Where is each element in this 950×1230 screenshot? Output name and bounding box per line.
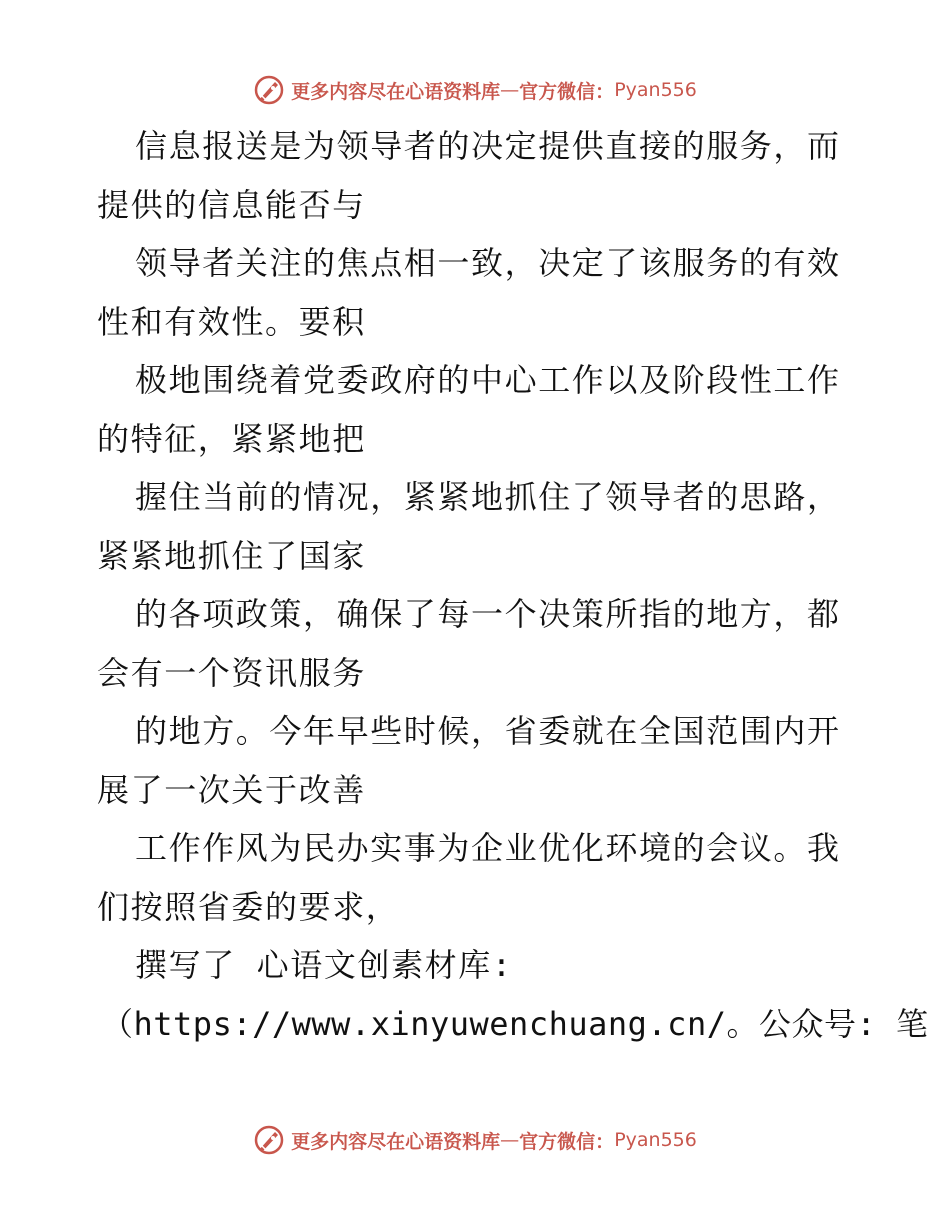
text-line: 握住当前的情况，紧紧地抓住了领导者的思路，: [135, 478, 841, 516]
text-line-url: （https://www.xinyuwenchuang.cn/。公众号: 笔: [101, 1004, 929, 1043]
text-line: 的特征，紧紧地把: [97, 419, 366, 458]
header-banner: [0, 70, 950, 110]
text-line: 工作作风为民办实事为企业优化环境的会议。我: [135, 829, 841, 867]
text-line: 性和有效性。要积: [97, 302, 366, 341]
text-line: 领导者关注的焦点相一致，决定了该服务的有效: [135, 244, 841, 282]
banner-wechat-id: Pyan556: [614, 1129, 697, 1151]
banner-wechat-label: 官方微信：: [519, 80, 615, 103]
banner-separator: —: [500, 1129, 520, 1151]
banner-title: 更多内容尽在心语资料库: [291, 80, 501, 103]
banner-separator: —: [500, 79, 520, 101]
text-line: 们按照省委的要求，: [97, 887, 400, 926]
text-line: 提供的信息能否与: [97, 185, 366, 224]
text-line: 紧紧地抓住了国家: [97, 536, 366, 575]
banner-wechat-id: Pyan556: [614, 79, 697, 101]
pen-circle-logo-icon: [253, 1124, 285, 1156]
text-line: 信息报送是为领导者的决定提供直接的服务，而: [135, 127, 841, 165]
text-line: 撰写了 心语文创素材库:: [135, 946, 513, 984]
footer-banner: [0, 1120, 950, 1160]
banner-title: 更多内容尽在心语资料库: [291, 1130, 501, 1153]
text-line: 极地围绕着党委政府的中心工作以及阶段性工作: [135, 361, 841, 399]
text-line: 会有一个资讯服务: [97, 653, 366, 692]
text-line: 展了一次关于改善: [97, 770, 366, 809]
banner-wechat-label: 官方微信：: [519, 1130, 615, 1153]
text-line: 的各项政策，确保了每一个决策所指的地方，都: [135, 595, 841, 633]
text-line: 的地方。今年早些时候，省委就在全国范围内开: [135, 712, 841, 750]
pen-circle-logo-icon: [253, 74, 285, 106]
document-body: [97, 117, 929, 1053]
